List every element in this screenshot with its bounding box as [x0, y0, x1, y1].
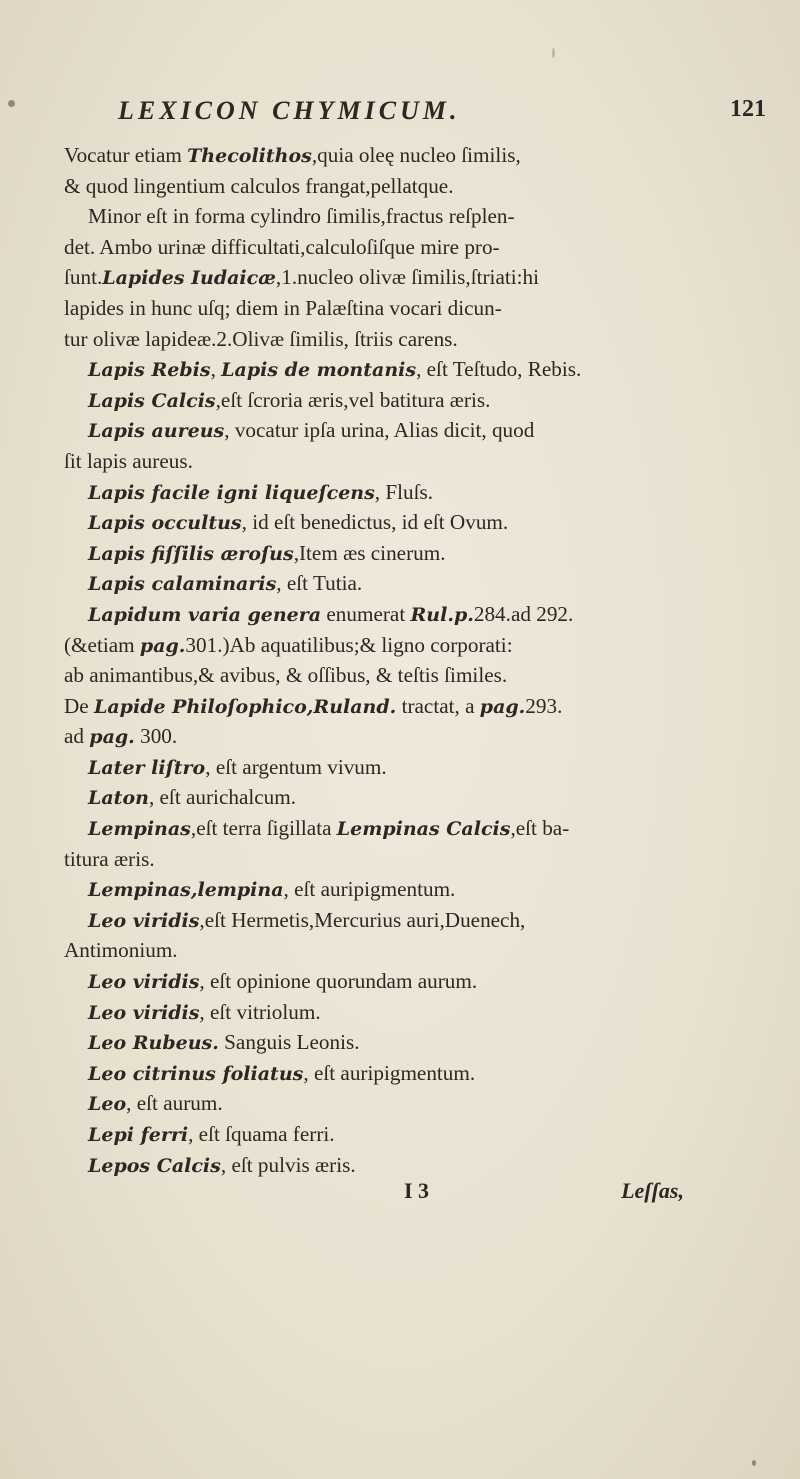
text-run: Minor eſt in forma cylindro ſimilis,fractus reſplen- [88, 204, 515, 229]
text-run: Sanguis Leonis. [218, 1030, 360, 1055]
running-header [118, 96, 766, 126]
text-run: De [64, 693, 95, 718]
text-run: , eſt aurum. [126, 1091, 223, 1116]
text-line [64, 415, 764, 446]
text-run: , eſt argentum vivum. [205, 754, 387, 779]
text-run: , eſt vitriolum. [199, 999, 321, 1024]
italic-term: Leo viridis [88, 1001, 200, 1024]
ink-speck [752, 1460, 756, 1466]
text-line [64, 324, 764, 355]
page-number: 121 [730, 96, 766, 122]
text-line [64, 721, 764, 752]
text-run: 301.)Ab aquatilibus;& ligno corporati: [185, 632, 513, 657]
text-line [64, 813, 764, 844]
text-run: tur olivæ lapideæ.2.Olivæ ſimilis, ſtriis carens. [64, 326, 458, 351]
text-line [64, 262, 764, 293]
text-run: , id eſt benedictus, id eſt Ovum. [241, 510, 509, 535]
text-line [64, 538, 764, 569]
italic-term: Lapis Calcis [88, 389, 216, 412]
text-run: tractat, a [396, 693, 480, 718]
italic-term: Lempinas Calcis [336, 818, 511, 841]
text-run: , eſt pulvis æris. [220, 1152, 356, 1177]
italic-term: Lapis calaminaris [88, 573, 277, 596]
text-line [64, 232, 764, 263]
italic-term: Lapis Rebis [88, 359, 211, 382]
ink-speck [8, 100, 15, 107]
italic-term: Lapis facile igni liqueſcens [88, 481, 375, 504]
text-line [64, 293, 764, 324]
text-run: Vocatur etiam [64, 143, 188, 167]
text-run: ,1.nucleo olivæ ſimilis,ſtriati:hi [275, 265, 539, 290]
text-run: ab animantibus,& avibus, & oſſibus, & teſtis ſimiles. [64, 663, 508, 688]
page-footer [64, 1178, 764, 1212]
text-line [64, 997, 764, 1028]
italic-term: pag. [89, 726, 135, 749]
text-line [64, 1088, 764, 1119]
text-run: ad [64, 724, 90, 749]
italic-term: Leo [88, 1093, 127, 1116]
italic-term: Lepi ferri [88, 1124, 189, 1146]
text-line [64, 568, 764, 599]
text-line [64, 1058, 764, 1089]
text-line [64, 630, 764, 661]
text-run: , eſt auripigmentum. [283, 877, 456, 902]
text-run: ,Item æs cinerum. [293, 540, 446, 565]
text-line [64, 966, 764, 997]
italic-term: Lapis de montanis [221, 359, 417, 382]
italic-term: Lempinas,lempina [88, 879, 284, 902]
italic-term: pag. [479, 695, 526, 718]
text-run: ,quia oleę nucleo ſimilis, [311, 143, 521, 167]
text-run: ſit lapis aureus. [64, 448, 193, 473]
text-line [64, 905, 764, 936]
text-line [64, 1119, 764, 1150]
text-run: ſunt. [64, 265, 103, 290]
text-run: , vocatur ipſa urina, Alias dicit, quod [224, 418, 535, 443]
italic-term: Lempinas [88, 818, 191, 841]
text-line [64, 874, 764, 905]
text-line [64, 507, 764, 538]
text-line [64, 752, 764, 783]
italic-term: Leo viridis [88, 909, 200, 932]
text-run: ,eſt ba- [510, 816, 570, 841]
text-run: , Fluſs. [374, 479, 434, 504]
text-line [64, 385, 764, 416]
text-line [64, 477, 764, 508]
italic-term: Leo viridis [88, 971, 200, 994]
text-run: 293. [525, 693, 563, 718]
text-run: (&etiam [64, 632, 140, 657]
italic-term: Laton [88, 787, 149, 810]
italic-term: Thecolithos [187, 145, 312, 167]
text-run: , eſt ſquama ferri. [188, 1122, 335, 1146]
text-run: Antimonium. [64, 938, 178, 963]
text-line [64, 691, 764, 722]
text-run: , eſt auripigmentum. [303, 1060, 476, 1085]
italic-term: pag. [139, 634, 186, 657]
text-run: 284.ad 292. [473, 601, 574, 626]
italic-term: Lepos Calcis [88, 1154, 221, 1177]
italic-term: Lapis occultus [88, 512, 242, 535]
text-run: lapides in hunc uſq; diem in Palæſtina vocari dicun- [64, 295, 502, 320]
text-line [64, 782, 764, 813]
text-run: det. Ambo urinæ difficultati,calculoſiſque mire pro- [64, 234, 500, 259]
catchword: Leſſas, [621, 1178, 684, 1203]
italic-term: Lapides Iudaicæ [102, 267, 276, 290]
text-run: , eſt aurichalcum. [148, 785, 297, 810]
italic-term: Lapis aureus [88, 420, 225, 443]
text-run: ,eſt ſcroria æris,vel batitura æris. [215, 387, 491, 412]
text-run: ,eſt Hermetis,Mercurius auri,Duenech, [199, 907, 526, 932]
text-line [64, 140, 764, 171]
text-run: , eſt Tutia. [276, 571, 363, 596]
signature-mark: I 3 [404, 1178, 430, 1203]
text-line [64, 171, 764, 202]
italic-term: Rul.p. [410, 603, 474, 626]
text-run: , eſt opinione quorundam aurum. [199, 969, 478, 994]
text-run: enumerat [321, 601, 411, 626]
text-line [64, 354, 764, 385]
text-run: , eſt Teſtudo, Rebis. [416, 357, 582, 382]
text-line [64, 1027, 764, 1058]
page-body-text [64, 140, 764, 1180]
text-line [64, 201, 764, 232]
running-title: LEXICON CHYMICUM. [118, 96, 461, 125]
text-run: & quod lingentium calculos frangat,pellatque. [64, 173, 454, 198]
italic-term: Leo citrinus foliatus [88, 1062, 304, 1085]
text-run: 300. [134, 724, 178, 749]
text-line [64, 844, 764, 875]
text-line [64, 660, 764, 691]
italic-term: Leo Rubeus. [88, 1032, 219, 1055]
italic-term: Lapis fiſſilis æroſus [88, 542, 294, 565]
text-line [64, 1150, 764, 1181]
text-line [64, 446, 764, 477]
italic-term: Lapide Philoſophico,Ruland. [94, 695, 397, 718]
ink-speck [552, 48, 555, 58]
text-run: , [210, 357, 222, 382]
italic-term: Lapidum varia genera [88, 603, 322, 626]
text-run: ,eſt terra ſigillata [190, 816, 337, 841]
text-line [64, 599, 764, 630]
italic-term: Later liſtro [88, 756, 206, 779]
text-line [64, 935, 764, 966]
text-run: titura æris. [64, 846, 155, 871]
